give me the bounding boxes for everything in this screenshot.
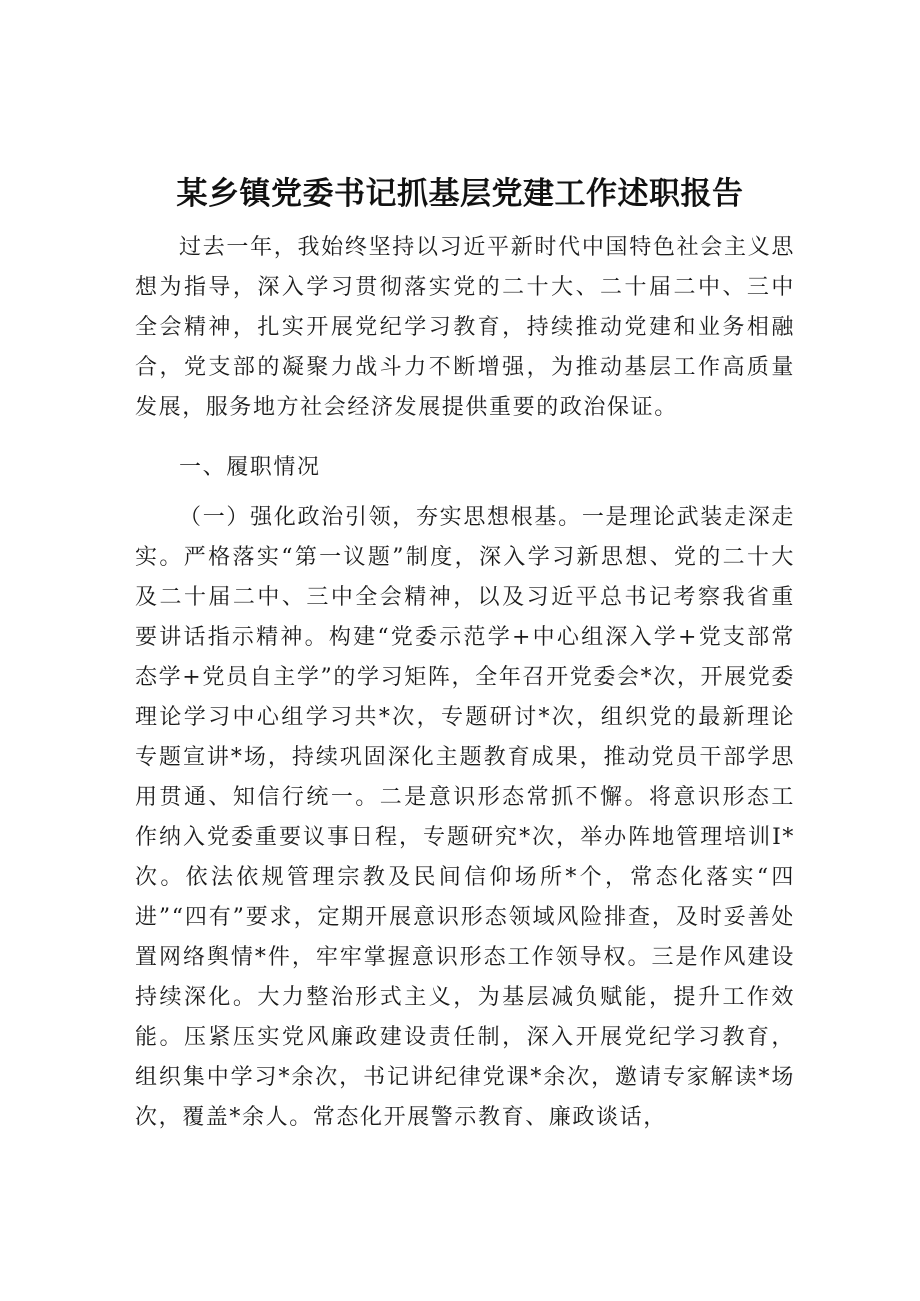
section-heading: 一、履职情况 [179, 455, 321, 480]
intro-paragraph: 过去一年，我始终坚持以习近平新时代中国特色社会主义思想为指导，深入学习贯彻落实党的二十大、二十届二中、三中全会精神，扎实开展党纪学习教育，持续推动党建和业务相融合，党支部的凝聚力战斗力不断增强，为推动基层工作高质量发展，服务地方社会经济发展提供重要的政治保证。 [135, 235, 795, 420]
section-paragraph: （一）强化政治引领，夯实思想根基。一是理论武装走深走实。严格落实“第一议题”制度，深入学习新思想、党的二十大及二十届二中、三中全会精神，以及习近平总书记考察我省重要讲话指示精神。构建“党委示范学+中心组深入学+党支部常态学+党员自主学”的学习矩阵，全年召开党委会*次，开展党委理论学习中心组学习共*次，专题研讨*次，组织党的最新理论专题宣讲*场，持续巩固深化主题教育成果，推动党员干部学思用贯通、知信行统一。二是意识形态常抓不懈。将意识形态工作纳入党委重要议事日程，专题研究*次，举办阵地管理培训I*次。依法依规管理宗教及民间信仰场所*个，常态化落实“四进”“四有”要求，定期开展意识形态领域风险排查，及时妥善处置网络舆情*件，牢牢掌握意识形态工作领导权。三是作风建设持续深化。大力整治形式主义，为基层减负赋能，提升工作效能。压紧压实党风廉政建设责任制，深入开展党纪学习教育，组织集中学习*余次，书记讲纪律党课*余次，邀请专家解读*场次，覆盖*余人。常态化开展警示教育、廉政谈话， [135, 505, 795, 1130]
document-title: 某乡镇党委书记抓基层党建工作述职报告 [176, 176, 744, 212]
